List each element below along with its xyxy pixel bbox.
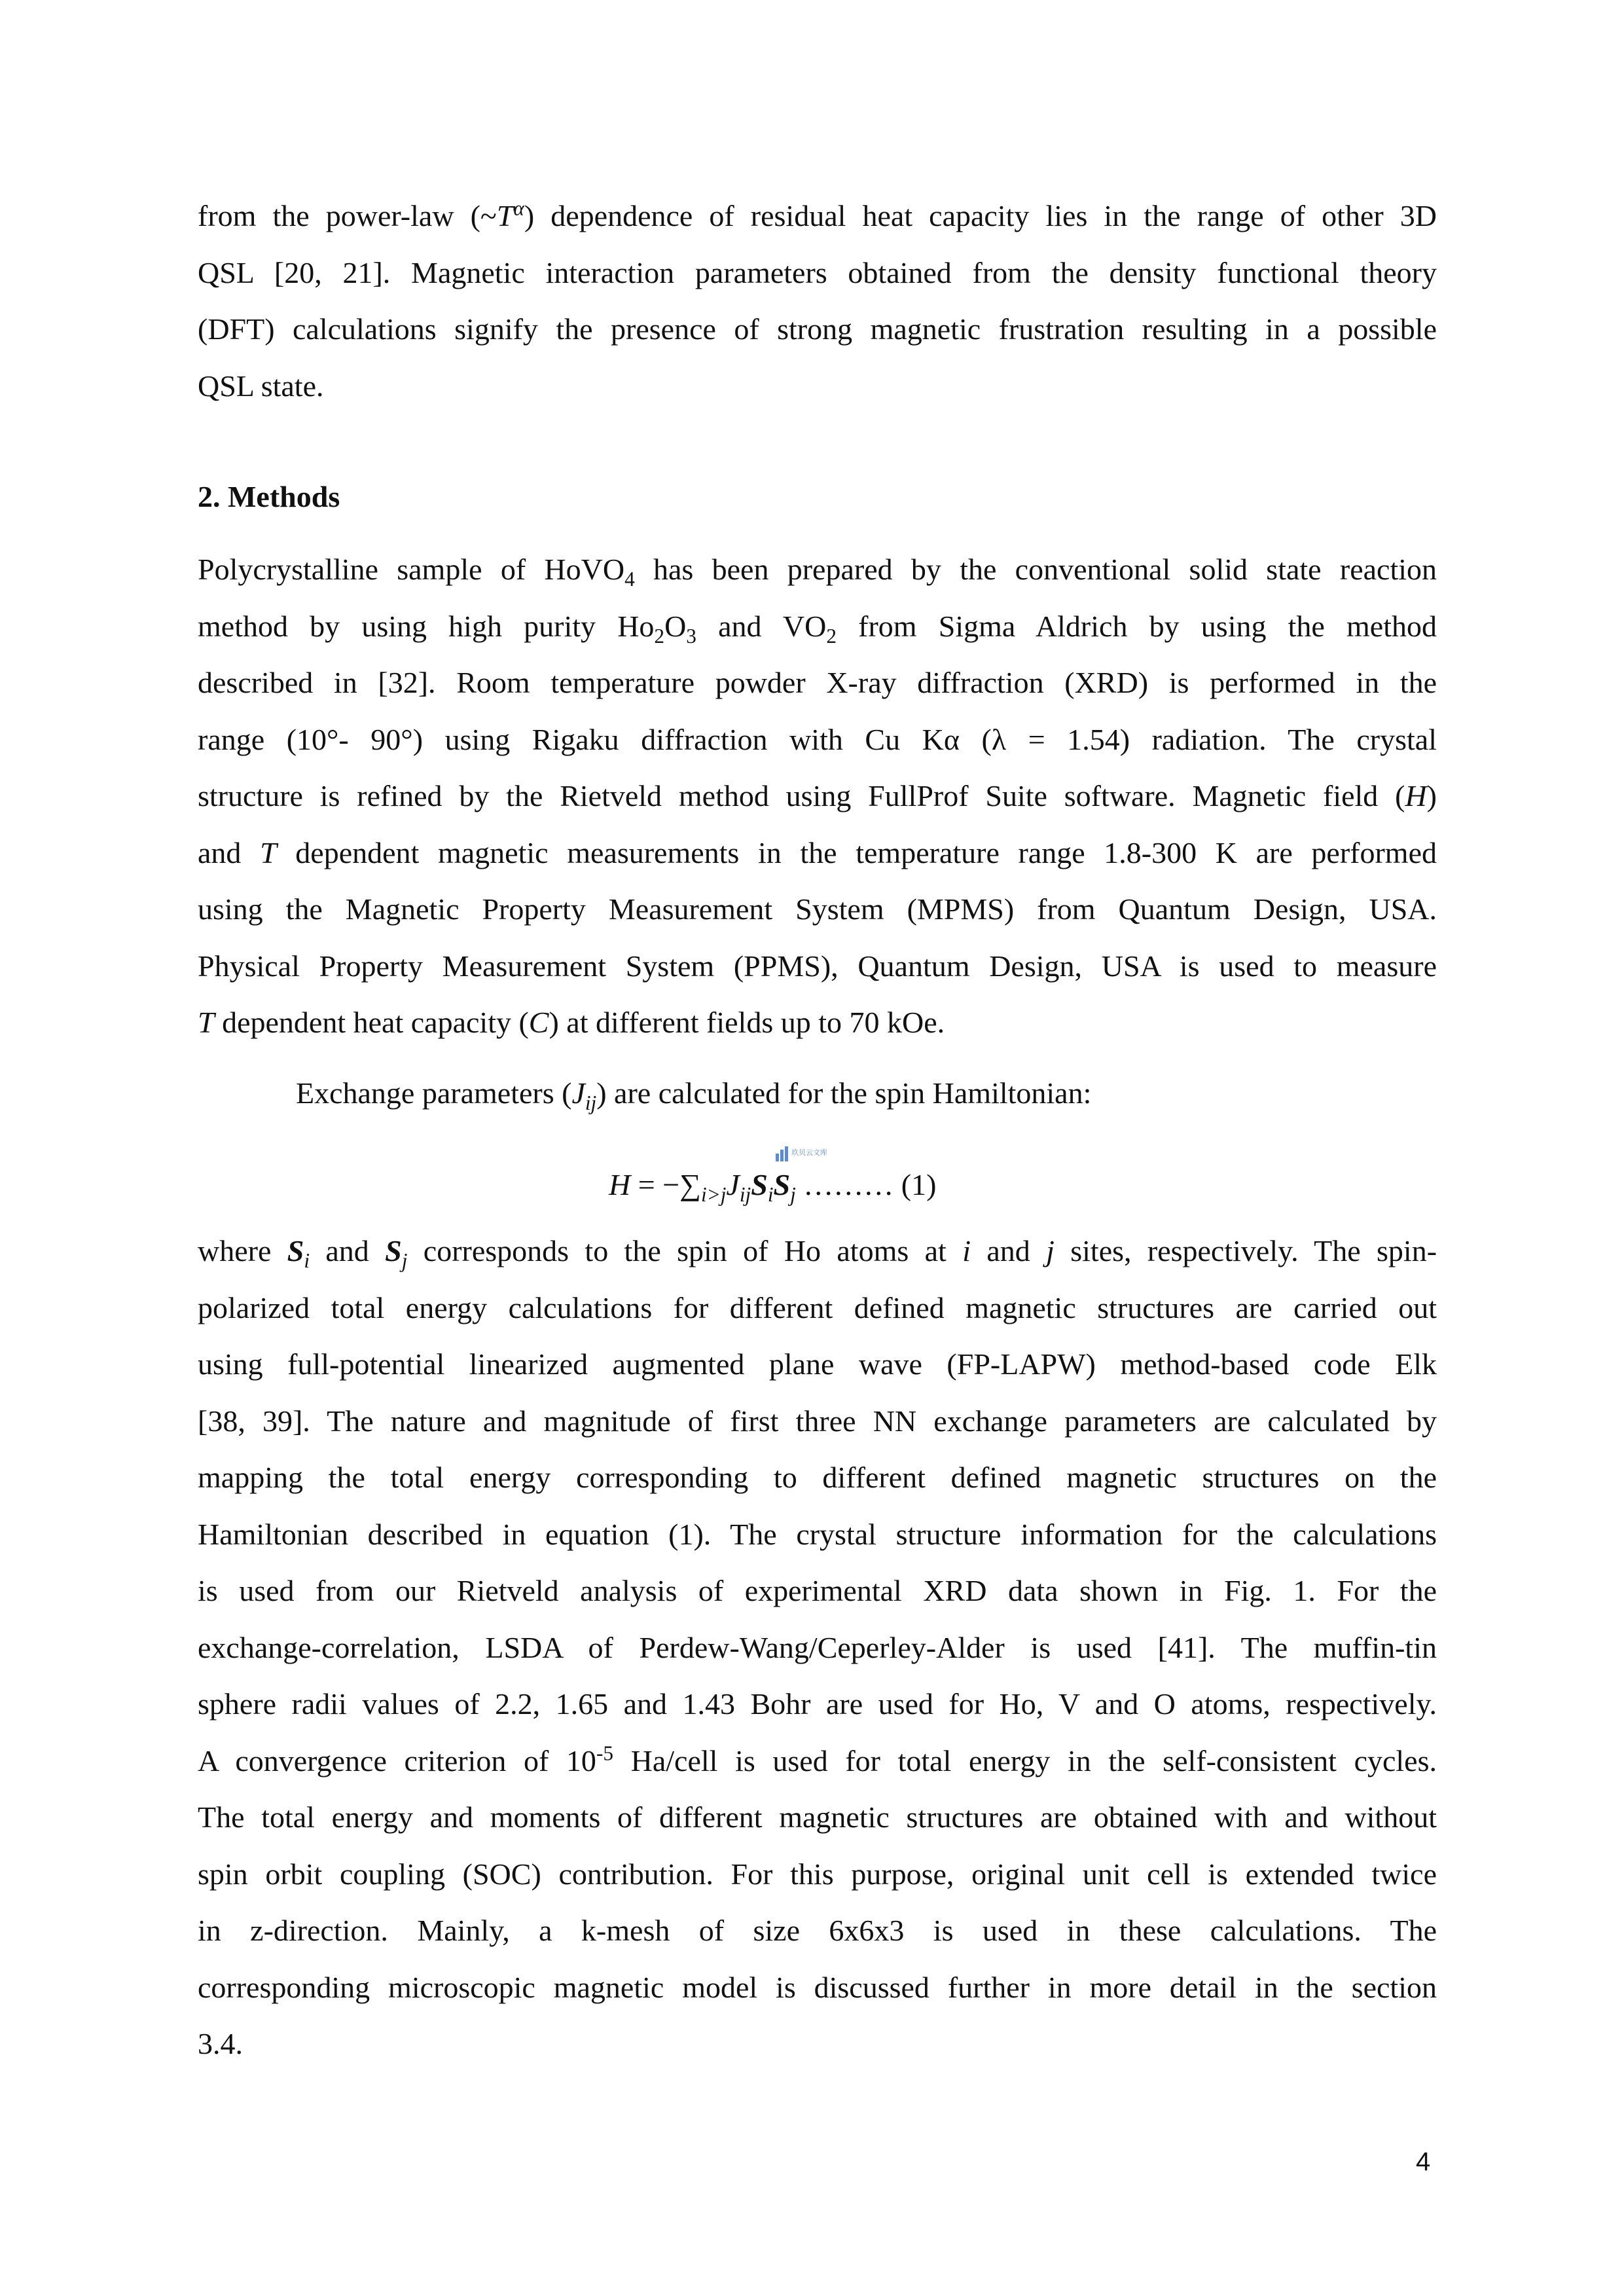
equation-sum: −∑	[662, 1168, 701, 1201]
dft-line-5: mapping the total energy corresponding to different defined magnetic structures on the	[198, 1461, 1437, 1494]
equation-term-sub: ij	[739, 1183, 751, 1207]
methods-line-9: T dependent heat capacity (C) at different fields up to 70 kOe.	[198, 1006, 945, 1039]
equation-sum-sub: i>j	[700, 1183, 727, 1207]
dft-line-10: A convergence criterion of $10^{-5}$ Ha/cell is used for total energy in the self-consistent cycles.	[198, 1741, 1437, 1777]
equation-term: J	[726, 1168, 740, 1201]
equation-spin-i-sub: i	[767, 1183, 774, 1207]
dft-line-8: exchange-correlation, LSDA of Perdew-Wang/Ceperley-Alder is used [41]. The muffin-tin	[198, 1630, 1437, 1664]
intro-line-4: QSL state.	[198, 369, 324, 403]
intro-line-2: QSL [20, 21]. Magnetic interaction parameters obtained from the density functional theory	[198, 255, 1437, 289]
dft-line-3: using full-potential linearized augmented plane wave (FP-LAPW) method-based code Elk	[198, 1347, 1437, 1381]
dft-line-6: Hamiltonian described in equation (1). The crystal structure information for the calculations	[198, 1517, 1437, 1551]
dft-paragraph	[198, 1223, 1437, 2073]
methods-line-4: range (10°- 90°) using Rigaku diffraction with Cu Kα (λ = 1.54) radiation. The crystal	[198, 722, 1437, 756]
equation-spin-j-sub: j	[790, 1183, 796, 1207]
equation-spin-j: S	[773, 1168, 791, 1201]
dft-line-7: is used from our Rietveld analysis of experimental XRD data shown in Fig. 1. For the	[198, 1574, 1437, 1607]
intro-line-3: (DFT) calculations signify the presence of strong magnetic frustration resulting in a possible	[198, 312, 1437, 346]
exchange-intro: Exchange parameters $(J_{ij})$ are calculated for the spin Hamiltonian:	[296, 1076, 1092, 1115]
equation-number: (1)	[901, 1168, 937, 1201]
equation-spin-i: S	[751, 1168, 768, 1201]
hamiltonian-equation	[609, 1165, 1067, 1205]
equation-dots: ………	[803, 1168, 894, 1201]
watermark-logo-icon	[774, 1144, 833, 1164]
dft-line-13: in z-direction. Mainly, a k-mesh of size 6x6x3 is used in these calculations. The	[198, 1914, 1437, 1947]
watermark-text: 玖贝云文库	[791, 1148, 827, 1157]
intro-line-1: from the power-law $(\sim T^\alpha)$ dependence of residual heat capacity lies in the range of other 3D	[198, 196, 1437, 232]
methods-line-8: Physical Property Measurement System (PPMS), Quantum Design, USA is used to measure	[198, 949, 1437, 983]
methods-line-5: structure is refined by the Rietveld method using FullProf Suite software. Magnetic field (H)	[198, 779, 1437, 812]
dft-line-4: [38, 39]. The nature and magnitude of first three NN exchange parameters are calculated by	[198, 1404, 1437, 1438]
methods-line-7: using the Magnetic Property Measurement System (MPMS) from Quantum Design, USA.	[198, 892, 1437, 926]
dft-line-14: corresponding microscopic magnetic model is discussed further in more detail in the section	[198, 1970, 1437, 2004]
methods-line-6: and T dependent magnetic measurements in the temperature range 1.8-300 K are performed	[198, 835, 1437, 869]
dft-line-1: where $S_i$ and $S_j$ corresponds to the spin of Ho atoms at i and j sites, respectively. The spin-	[198, 1234, 1437, 1273]
methods-line-1: Polycrystalline sample of HoVO$_4$ has been prepared by the conventional solid state reaction	[198, 553, 1437, 591]
methods-paragraph	[198, 541, 1437, 1051]
equation-equals: =	[638, 1168, 655, 1201]
methods-line-2: method by using high purity $Ho_2O_3$ and $VO_2$ from Sigma Aldrich by using the method	[198, 609, 1437, 647]
section-heading: 2. Methods	[198, 480, 340, 513]
intro-paragraph	[198, 188, 1437, 414]
dft-line-15: 3.4.	[198, 2027, 243, 2060]
dft-line-2: polarized total energy calculations for different defined magnetic structures are carried out	[198, 1290, 1437, 1324]
equation-lhs: H	[609, 1168, 631, 1201]
dft-line-12: spin orbit coupling (SOC) contribution. For this purpose, original unit cell is extended twice	[198, 1857, 1437, 1891]
dft-line-9: sphere radii values of 2.2, 1.65 and 1.43 Bohr are used for Ho, V and O atoms, respectively.	[198, 1687, 1437, 1721]
page-number: 4	[1416, 2147, 1431, 2176]
dft-line-11: The total energy and moments of different magnetic structures are obtained with and without	[198, 1800, 1437, 1834]
methods-line-3: described in [32]. Room temperature powder X-ray diffraction (XRD) is performed in the	[198, 666, 1437, 699]
